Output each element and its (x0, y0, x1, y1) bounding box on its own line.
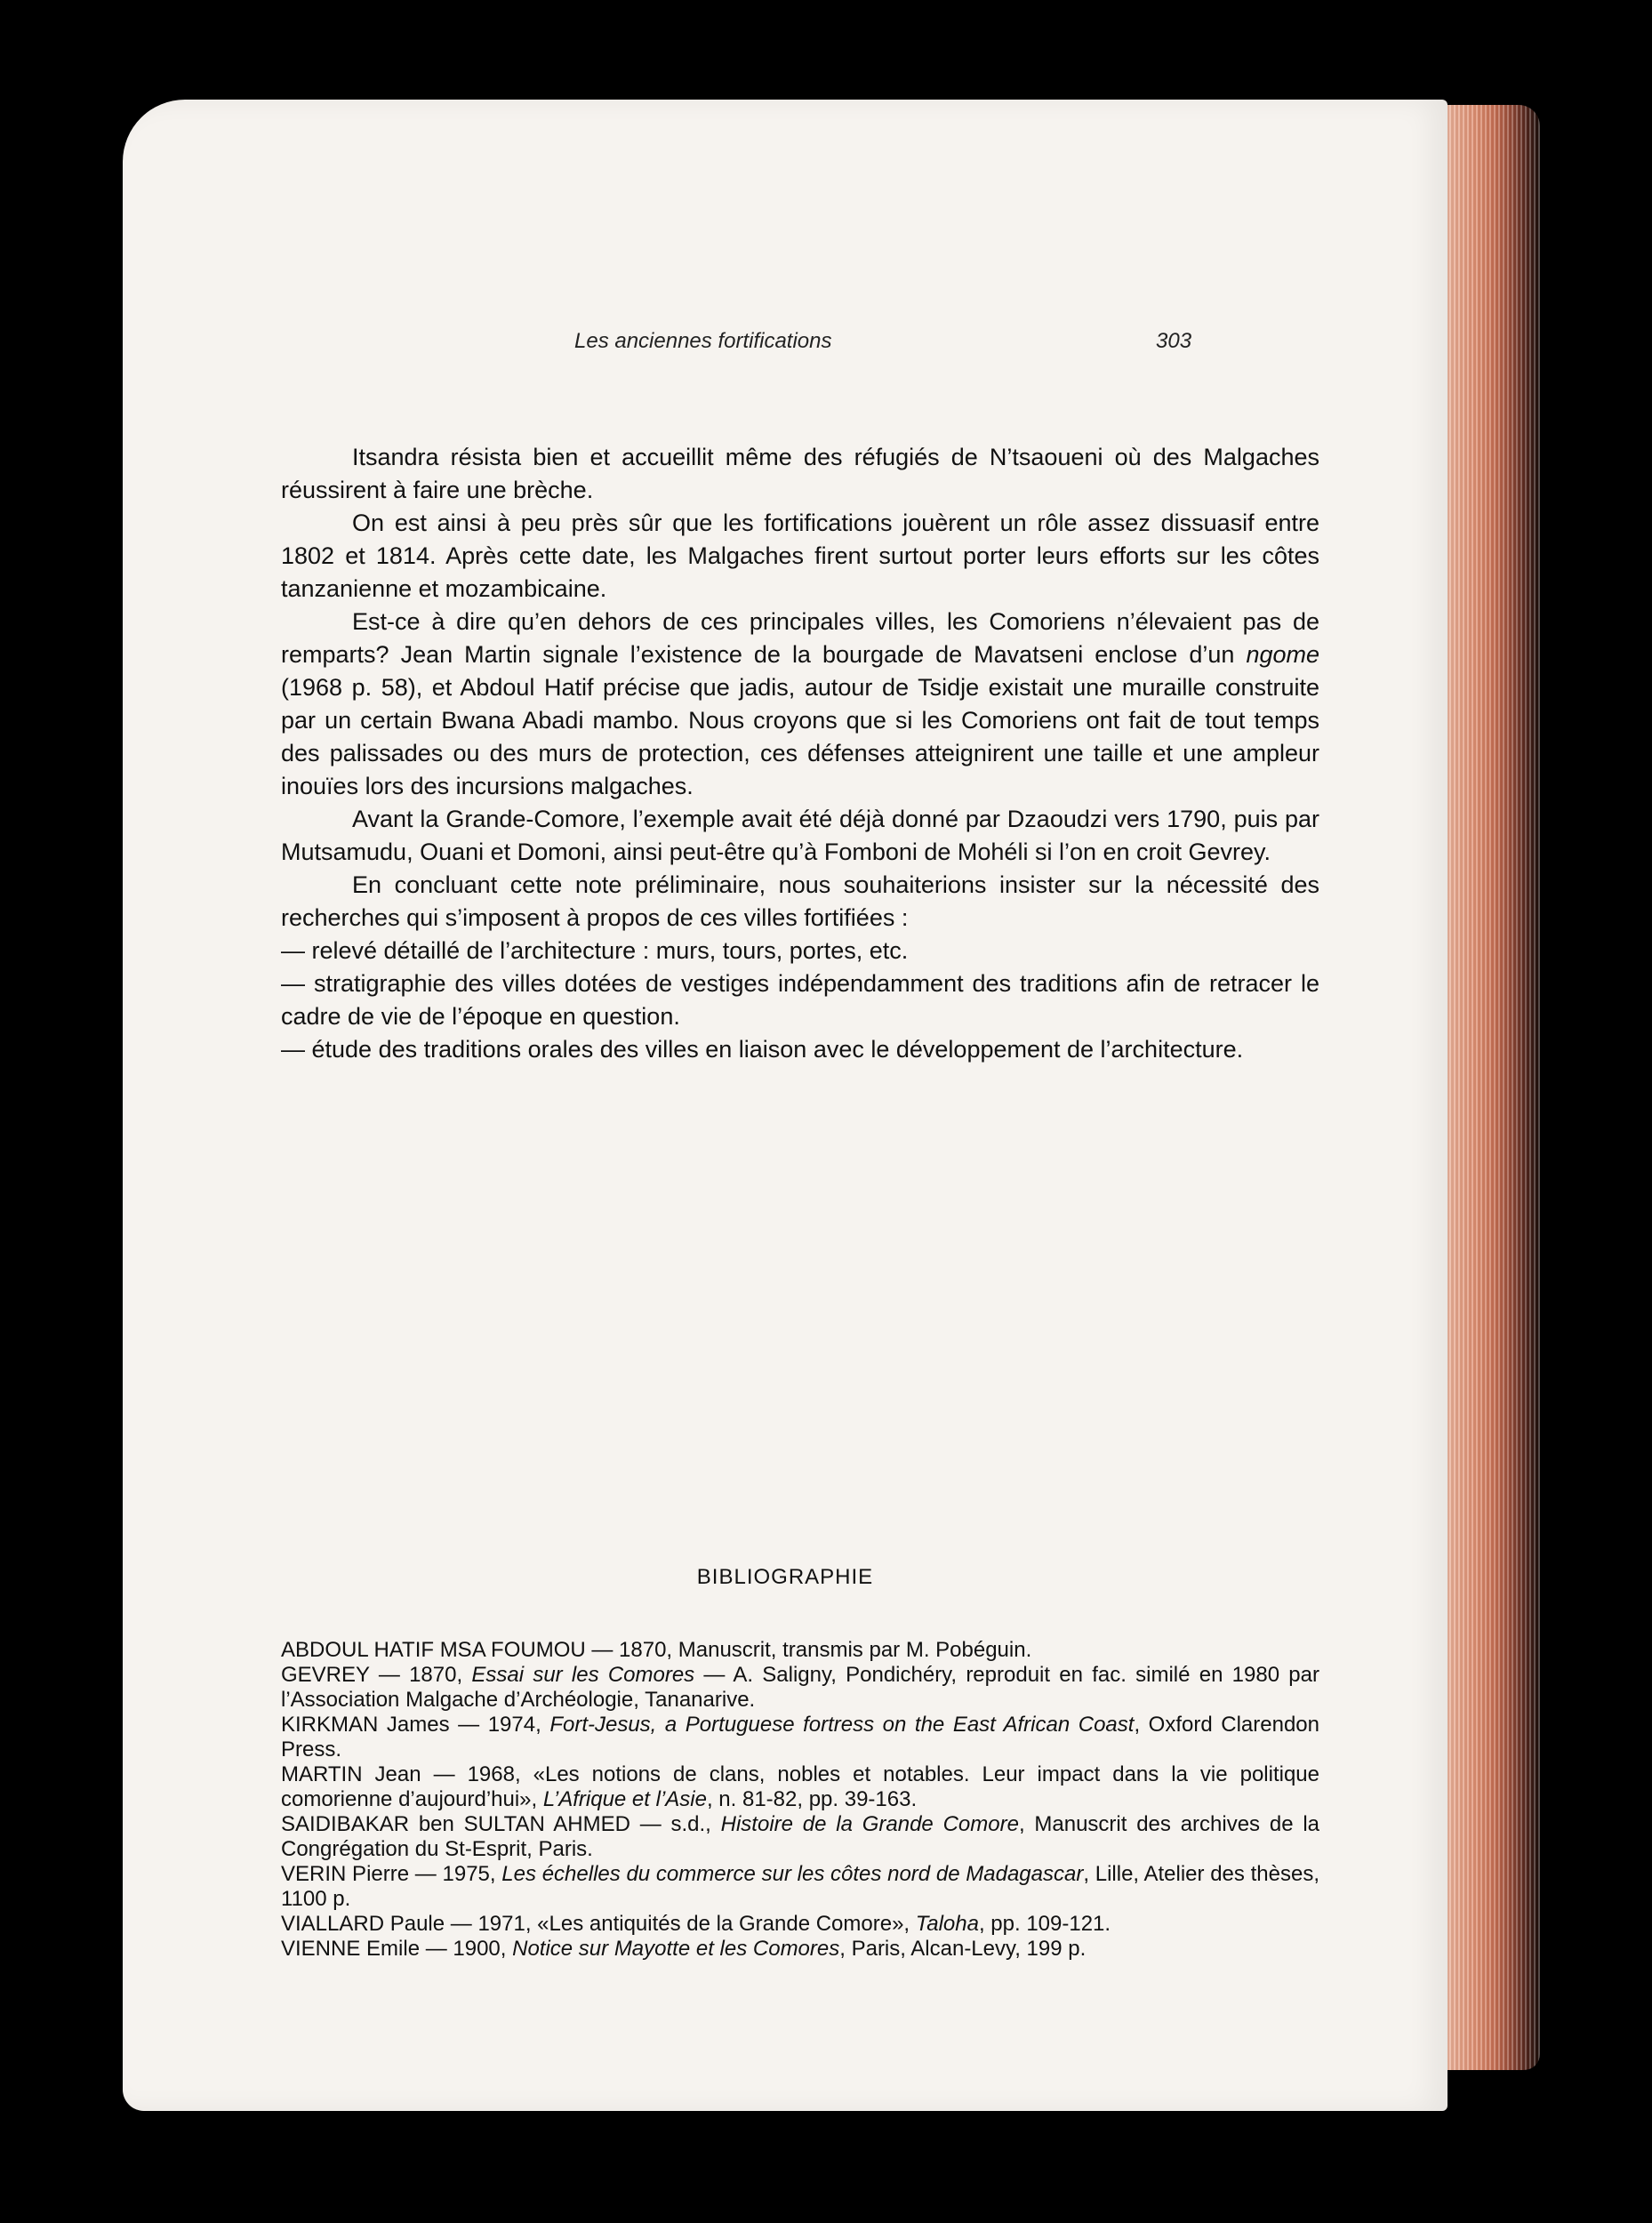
bib-title: L’Afrique et l’Asie (542, 1787, 707, 1811)
running-head (123, 329, 1448, 361)
paragraph-3 (281, 606, 1319, 803)
paragraph-3-ngome: ngome (1246, 641, 1319, 668)
bib-rest: , pp. 109-121. (978, 1912, 1111, 1936)
bibliography-entry (281, 1812, 1319, 1862)
bib-author: KIRKMAN James — 1974, (281, 1713, 550, 1737)
bibliography-entry (281, 1713, 1319, 1762)
bib-rest: , Manuscrit des archives de la Congrégation du St-Esprit, Paris. (281, 1812, 1320, 1861)
paragraph-2: On est ainsi à peu près sûr que les fortifications jouèrent un rôle assez dissuasif entre 1802 et 1814. Après cette date, les Malgaches firent surtout porter leurs efforts sur les côtes tanzanienne et mozambicaine. (281, 510, 1319, 602)
bibliography-entry (281, 1912, 1319, 1937)
list-item: — étude des traditions orales des villes en liaison avec le développement de l’architecture. (281, 1036, 1244, 1063)
bib-author: SAIDIBAKAR ben SULTAN AHMED — s.d., (281, 1812, 721, 1836)
bib-title: Notice sur Mayotte et les Comores (512, 1937, 840, 1961)
bib-rest: Manuscrit, transmis par M. Pobéguin. (678, 1638, 1032, 1662)
page-number: 303 (1156, 329, 1192, 353)
bib-title: Essai sur les Comores (471, 1663, 695, 1687)
bib-author: VERIN Pierre — 1975, (281, 1862, 502, 1886)
bib-rest: «Les notions de clans, nobles et notables. Leur impact dans la vie politique comorienne d’aujourd’hui», (281, 1762, 1319, 1811)
paragraph-3-part-a: Est-ce à dire qu’en dehors de ces principales villes, les Comoriens n’élevaient pas de remparts? Jean Martin signale l’existence de la bourgade de Mavatseni enclose d’un (281, 608, 1319, 668)
bib-author: GEVREY — 1870, (281, 1663, 472, 1687)
paragraph-3-part-b: (1968 p. 58), et Abdoul Hatif précise que jadis, autour de Tsidje existait une muraille construite par un certain Bwana Abadi mambo. Nous croyons que si les Comoriens ont fait de tout temps des palissades ou des murs de protection, ces défenses atteignirent une taille et une ampleur inouïes lors des incursions malgaches. (281, 674, 1319, 799)
book-page (123, 100, 1448, 2111)
bib-author: MARTIN Jean — 1968, (281, 1762, 533, 1786)
list-item: — stratigraphie des villes dotées de vestiges indépendamment des traditions afin de retracer le cadre de vie de l’époque en question. (281, 970, 1319, 1030)
body-text (281, 441, 1319, 1066)
bibliography-entry (281, 1862, 1319, 1912)
bib-rest: — A. Saligny, Pondichéry, reproduit en fac. similé en 1980 par l’Association Malgache d’Archéologie, Tananarive. (281, 1663, 1319, 1712)
bib-author: ABDOUL HATIF MSA FOUMOU — 1870, (281, 1638, 678, 1662)
bib-title: Histoire de la Grande Comore (720, 1812, 1019, 1836)
running-title: Les anciennes fortifications (574, 329, 832, 353)
bib-title: Les échelles du commerce sur les côtes nord de Madagascar (501, 1862, 1084, 1886)
bib-rest: , Paris, Alcan-Levy, 199 p. (839, 1937, 1087, 1961)
paragraph-1: Itsandra résista bien et accueillit même des réfugiés de N’tsaoueni où des Malgaches réussirent à faire une brèche. (281, 444, 1319, 503)
bib-rest: , n. 81-82, pp. 39-163. (706, 1787, 918, 1811)
bib-rest: «Les antiquités de la Grande Comore», (537, 1912, 916, 1936)
bib-author: VIALLARD Paule — 1971, (281, 1912, 538, 1936)
paragraph-4: Avant la Grande-Comore, l’exemple avait été déjà donné par Dzaoudzi vers 1790, puis par Mutsamudu, Ouani et Domoni, ainsi peut-être qu’à Fomboni de Mohéli si l’on en croit Gevrey. (281, 806, 1319, 865)
bibliography-entry (281, 1762, 1319, 1812)
bib-title: Taloha (915, 1912, 979, 1936)
bibliography-list (281, 1638, 1319, 1962)
list-item: — relevé détaillé de l’architecture : murs, tours, portes, etc. (281, 937, 909, 964)
bibliography-heading: BIBLIOGRAPHIE (696, 1565, 874, 1589)
bib-rest: , Oxford Clarendon Press. (281, 1713, 1319, 1762)
bib-author: VIENNE Emile — 1900, (281, 1937, 513, 1961)
bib-rest: , Lille, Atelier des thèses, 1100 p. (281, 1862, 1319, 1911)
bibliography-entry (281, 1663, 1319, 1713)
bibliography-entry (281, 1937, 1319, 1962)
bib-title: Fort-Jesus, a Portuguese fortress on the East African Coast (549, 1713, 1135, 1737)
paragraph-5: En concluant cette note préliminaire, nous souhaiterions insister sur la nécessité des recherches qui s’imposent à propos de ces villes fortifiées : (281, 871, 1319, 931)
bibliography-entry (281, 1638, 1319, 1663)
